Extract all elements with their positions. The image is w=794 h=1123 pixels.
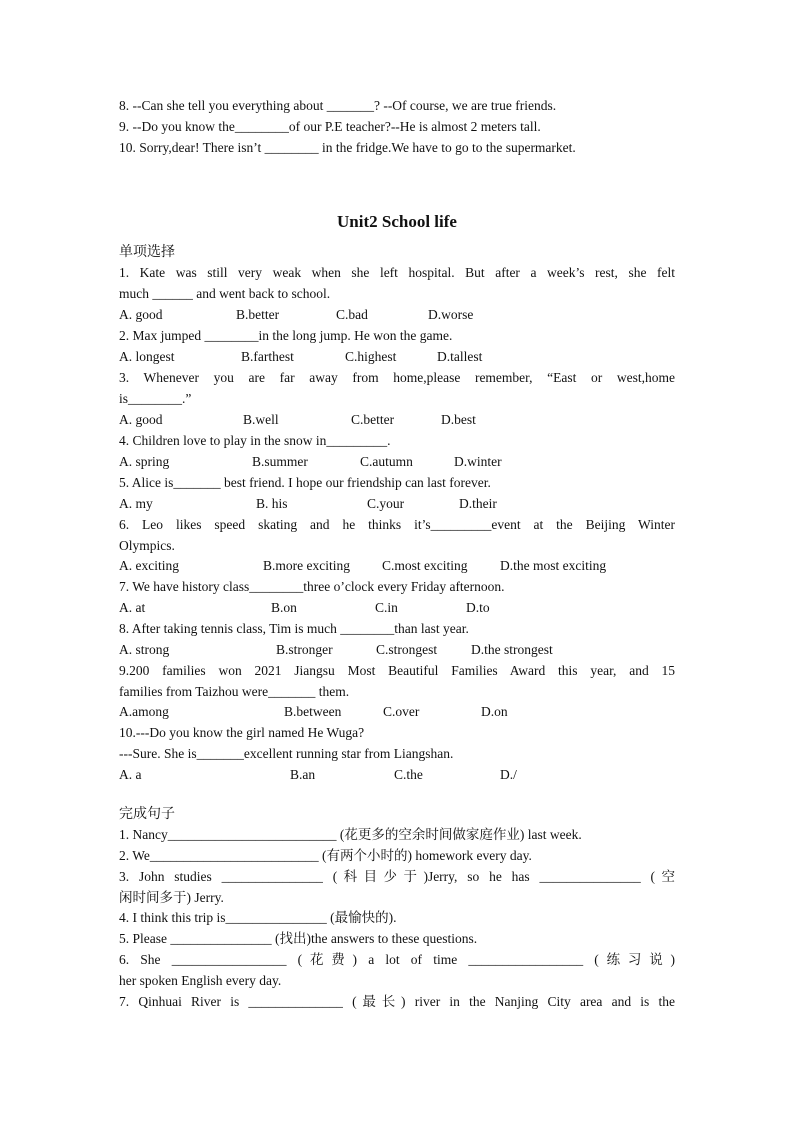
question-line: families from Taizhou were_______ them. (119, 684, 350, 699)
option-c: C.over (383, 704, 420, 719)
options-row (119, 348, 675, 366)
option-c: C.bad (336, 307, 368, 322)
options-row (119, 306, 675, 324)
option-a: A. a (119, 767, 142, 782)
option-b: B.summer (252, 454, 308, 469)
section-heading-complete-sentences: 完成句子 (119, 806, 175, 822)
question-line: 7. We have history class________three o’clock every Friday afternoon. (119, 579, 505, 594)
option-a: A. exciting (119, 558, 179, 573)
question-line: 2. Max jumped ________in the long jump. He won the game. (119, 328, 453, 343)
option-d: D./ (500, 767, 517, 782)
question-line: Olympics. (119, 538, 175, 553)
option-b: B.better (236, 307, 280, 322)
option-b: B.on (271, 600, 297, 615)
option-a: A. at (119, 600, 146, 615)
question-line: 5. Alice is_______ best friend. I hope our friendship can last forever. (119, 475, 491, 490)
option-b: B. his (256, 496, 288, 511)
option-d: D.worse (428, 307, 474, 322)
question-line: 10.---Do you know the girl named He Wuga? (119, 725, 365, 740)
question-line: 9.200 families won 2021 Jiangsu Most Beautiful Families Award this year, and 15 (119, 663, 675, 678)
options-row (119, 703, 675, 721)
option-b: B.an (290, 767, 316, 782)
section-heading-multiple-choice: 单项选择 (119, 244, 175, 260)
options-row (119, 641, 675, 659)
question-line: ---Sure. She is_______excellent running star from Liangshan. (119, 746, 454, 761)
options-row (119, 557, 675, 575)
sentence-line: 4. I think this trip is_______________ (最愉快的). (119, 910, 397, 925)
option-b: B.stronger (276, 642, 333, 657)
question-line: is________.” (119, 391, 192, 406)
question-line: 1. Kate was still very weak when she left hospital. But after a week’s rest, she felt (119, 265, 675, 280)
option-a: A. longest (119, 349, 175, 364)
question-line: 10. Sorry,dear! There isn’t ________ in the fridge.We have to go to the supermarket. (119, 140, 576, 155)
option-a: A. spring (119, 454, 170, 469)
option-a: A.among (119, 704, 169, 719)
option-d: D.the strongest (471, 642, 553, 657)
option-d: D.winter (454, 454, 502, 469)
options-row (119, 411, 675, 429)
option-c: C.autumn (360, 454, 413, 469)
option-c: C.strongest (376, 642, 438, 657)
option-c: C.your (367, 496, 405, 511)
sentence-line: 5. Please _______________ (找出)the answers to these questions. (119, 931, 478, 946)
option-d: D.best (441, 412, 476, 427)
sentence-line: 闲时间多于) Jerry. (119, 890, 224, 905)
option-c: C.highest (345, 349, 397, 364)
sentence-line: 3. John studies _______________ (科目少于)Jerry, so he has _______________ (空 (119, 869, 675, 884)
option-b: B.more exciting (263, 558, 350, 573)
sentence-line: 1. Nancy_________________________ (花更多的空余时间做家庭作业) last week. (119, 827, 582, 842)
option-d: D.the most exciting (500, 558, 607, 573)
options-row (119, 495, 675, 513)
option-b: B.well (243, 412, 279, 427)
option-c: C.most exciting (382, 558, 468, 573)
sentence-line: 7. Qinhuai River is ______________ (最长) river in the Nanjing City area and is the (119, 994, 675, 1009)
option-c: C.in (375, 600, 398, 615)
question-line: 8. --Can she tell you everything about _______? --Of course, we are true friends. (119, 98, 557, 113)
unit-title: Unit2 School life (337, 212, 457, 231)
sentence-line: 2. We_________________________ (有两个小时的) homework every day. (119, 848, 532, 863)
options-row (119, 599, 675, 617)
sentence-line: 6. She _________________ (花费) a lot of time _________________ (练习说) (119, 952, 675, 967)
question-line: 3. Whenever you are far away from home,please remember, “East or west,home (119, 370, 675, 385)
options-row (119, 453, 675, 471)
question-line: 9. --Do you know the________of our P.E teacher?--He is almost 2 meters tall. (119, 119, 541, 134)
option-a: A. good (119, 307, 163, 322)
option-d: D.on (481, 704, 508, 719)
option-b: B.farthest (241, 349, 294, 364)
option-c: C.better (351, 412, 395, 427)
option-d: D.to (466, 600, 490, 615)
option-d: D.tallest (437, 349, 483, 364)
question-line: 4. Children love to play in the snow in_________. (119, 433, 391, 448)
option-a: A. strong (119, 642, 170, 657)
option-a: A. my (119, 496, 153, 511)
question-line: much ______ and went back to school. (119, 286, 331, 301)
option-d: D.their (459, 496, 497, 511)
question-line: 8. After taking tennis class, Tim is much ________than last year. (119, 621, 469, 636)
option-b: B.between (284, 704, 342, 719)
question-line: 6. Leo likes speed skating and he thinks it’s_________event at the Beijing Winter (119, 517, 675, 532)
options-row (119, 766, 675, 784)
option-c: C.the (394, 767, 423, 782)
option-a: A. good (119, 412, 163, 427)
sentence-line: her spoken English every day. (119, 973, 282, 988)
